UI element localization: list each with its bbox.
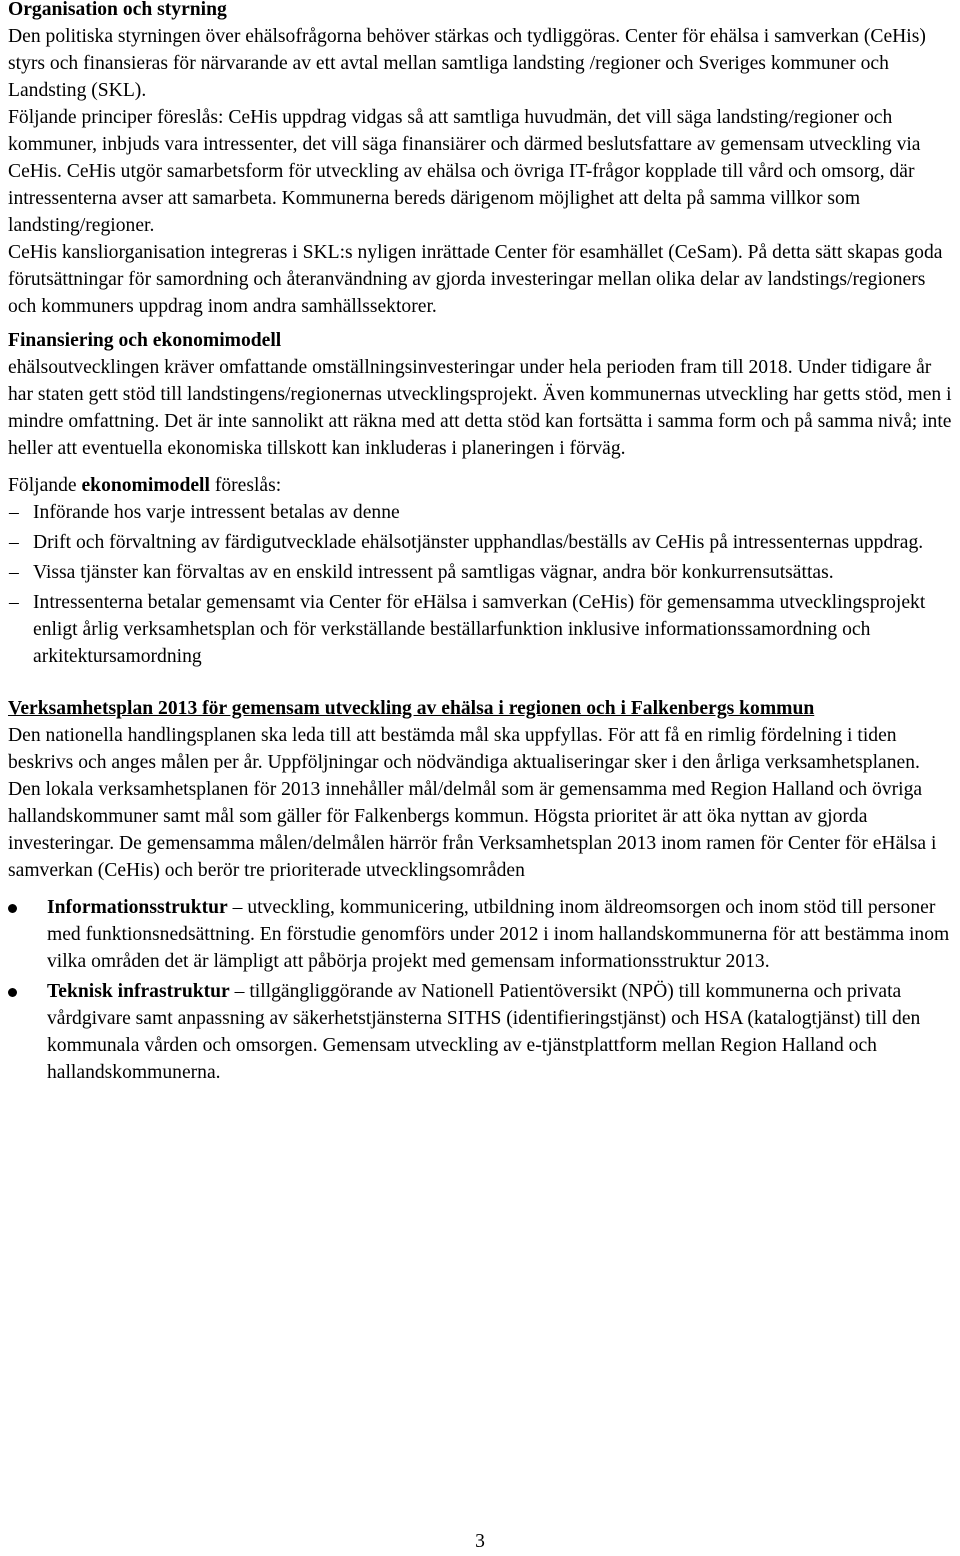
list-item: Teknisk infrastruktur – tillgängliggörande av Nationell Patientöversikt (NPÖ) till kommunerna och privata vårdgivare samt anpassning av säkerhetstjänsterna SITHS (identifieringstjänst) och HSA (katalogtjänst) till den kommunala vården och omsorgen. Gemensam utveckling av e-tjänstplattform mellan Region Halland och hallandskommunerna. xyxy=(8,978,956,1086)
bullet-dot-icon xyxy=(8,904,17,913)
paragraph: Den nationella handlingsplanen ska leda till att bestämda mål ska uppfyllas. För att få en rimlig fördelning i tiden beskrivs och anges målen per år. Uppföljningar och nödvändiga aktualiseringar sker i den årliga verksamhetsplanen. xyxy=(8,725,920,773)
list-item: – Införande hos varje intressent betalas av denne xyxy=(8,499,956,526)
document-page xyxy=(8,0,956,1089)
paragraph: CeHis kansliorganisation integreras i SKL:s nyligen inrättade Center för esamhället (CeSam). På detta sätt skapas goda förutsättningar för samordning och återanvändning av gjorda investeringar mellan olika delar av landstings/regioners och kommuners uppdrag inom andra samhällssektorer. xyxy=(8,242,943,317)
section-verksamhetsplan xyxy=(8,695,956,1086)
dash-marker: – xyxy=(9,562,19,583)
bullet-term: Teknisk infrastruktur xyxy=(47,981,230,1002)
model-intro-bold: ekonomimodell xyxy=(81,475,210,496)
dash-list xyxy=(8,499,956,670)
paragraph: ehälsoutvecklingen kräver omfattande omställningsinvesteringar under hela perioden fram till 2018. Under tidigare år har staten gett stöd till landstingens/regionernas utvecklingsprojekt. Även kommunernas utveckling har getts stöd, men i mindre omfattning. Det är inte sannolikt att räkna med att detta stöd kan fortsätta i samma form och på samma nivå; inte heller att eventuella ekonomiska tillskott kan inkluderas i planeringen i förväg. xyxy=(8,357,952,459)
paragraph: Den lokala verksamhetsplanen för 2013 innehåller mål/delmål som är gemensamma med Region Halland och övriga hallandskommuner samt mål som gäller för Falkenbergs kommun. Högsta prioritet är att öka nyttan av gjorda investeringar. De gemensamma målen/delmålen härrör från Verksamhetsplan 2013 inom ramen för Center för eHälsa i samverkan (CeHis) och berör tre prioriterade utvecklingsområden xyxy=(8,779,937,881)
section-finansiering xyxy=(8,327,956,670)
paragraph: Följande principer föreslås: CeHis uppdrag vidgas så att samtliga huvudmän, det vill säga landsting/regioner och kommuner, inbjuds vara intressenter, det vill säga finansiärer och därmed beslutsfattare av gemensam utveckling via CeHis. CeHis utgör samarbetsform för utveckling av ehälsa och övriga IT-frågor kopplade till vård och omsorg, där intressenterna avser att samarbeta. Kommunerna bereds därigenom möjlighet att delta på samma villkor som landsting/regioner. xyxy=(8,107,921,236)
dash-marker: – xyxy=(9,532,19,553)
list-item: – Intressenterna betalar gemensamt via Center för eHälsa i samverkan (CeHis) för gemensamma utvecklingsprojekt enligt årlig verksamhetsplan och för verkställande beställarfunktion inklusive informationssamordning och arkitektursamordning xyxy=(8,589,956,670)
page-number: 3 xyxy=(475,1531,485,1552)
list-item: – Vissa tjänster kan förvaltas av en enskild intressent på samtligas vägnar, andra bör konkurrensutsättas. xyxy=(8,559,956,586)
paragraph: Den politiska styrningen över ehälsofrågorna behöver stärkas och tydliggöras. Center för ehälsa i samverkan (CeHis) styrs och finansieras för närvarande av ett avtal mellan samtliga landsting /regioner och Sveriges kommuner och Landsting (SKL). xyxy=(8,26,926,101)
section-heading-organisation: Organisation och styrning xyxy=(8,0,227,20)
model-intro: Följande ekonomimodell föreslås: xyxy=(8,475,282,496)
dash-marker: – xyxy=(9,592,19,613)
section-organisation xyxy=(8,0,956,320)
list-item: – Drift och förvaltning av färdigutvecklade ehälsotjänster upphandlas/beställs av CeHis på intressenternas uppdrag. xyxy=(8,529,956,556)
bullet-term: Informationsstruktur xyxy=(47,897,228,918)
section-heading-verksamhetsplan: Verksamhetsplan 2013 för gemensam utveckling av ehälsa i regionen och i Falkenbergs kommun xyxy=(8,698,815,719)
dash-marker: – xyxy=(9,502,19,523)
list-item: Informationsstruktur – utveckling, kommunicering, utbildning inom äldreomsorgen och inom stöd till personer med funktionsnedsättning. En förstudie genomförs under 2012 i inom hallandskommunerna för att bestämma inom vilka områden det är lämpligt att påbörja projekt med gemensam informationsstruktur 2013. xyxy=(8,894,956,975)
bullet-dot-icon xyxy=(8,988,17,997)
bullet-list xyxy=(8,894,956,1086)
section-heading-finansiering: Finansiering och ekonomimodell xyxy=(8,330,282,351)
